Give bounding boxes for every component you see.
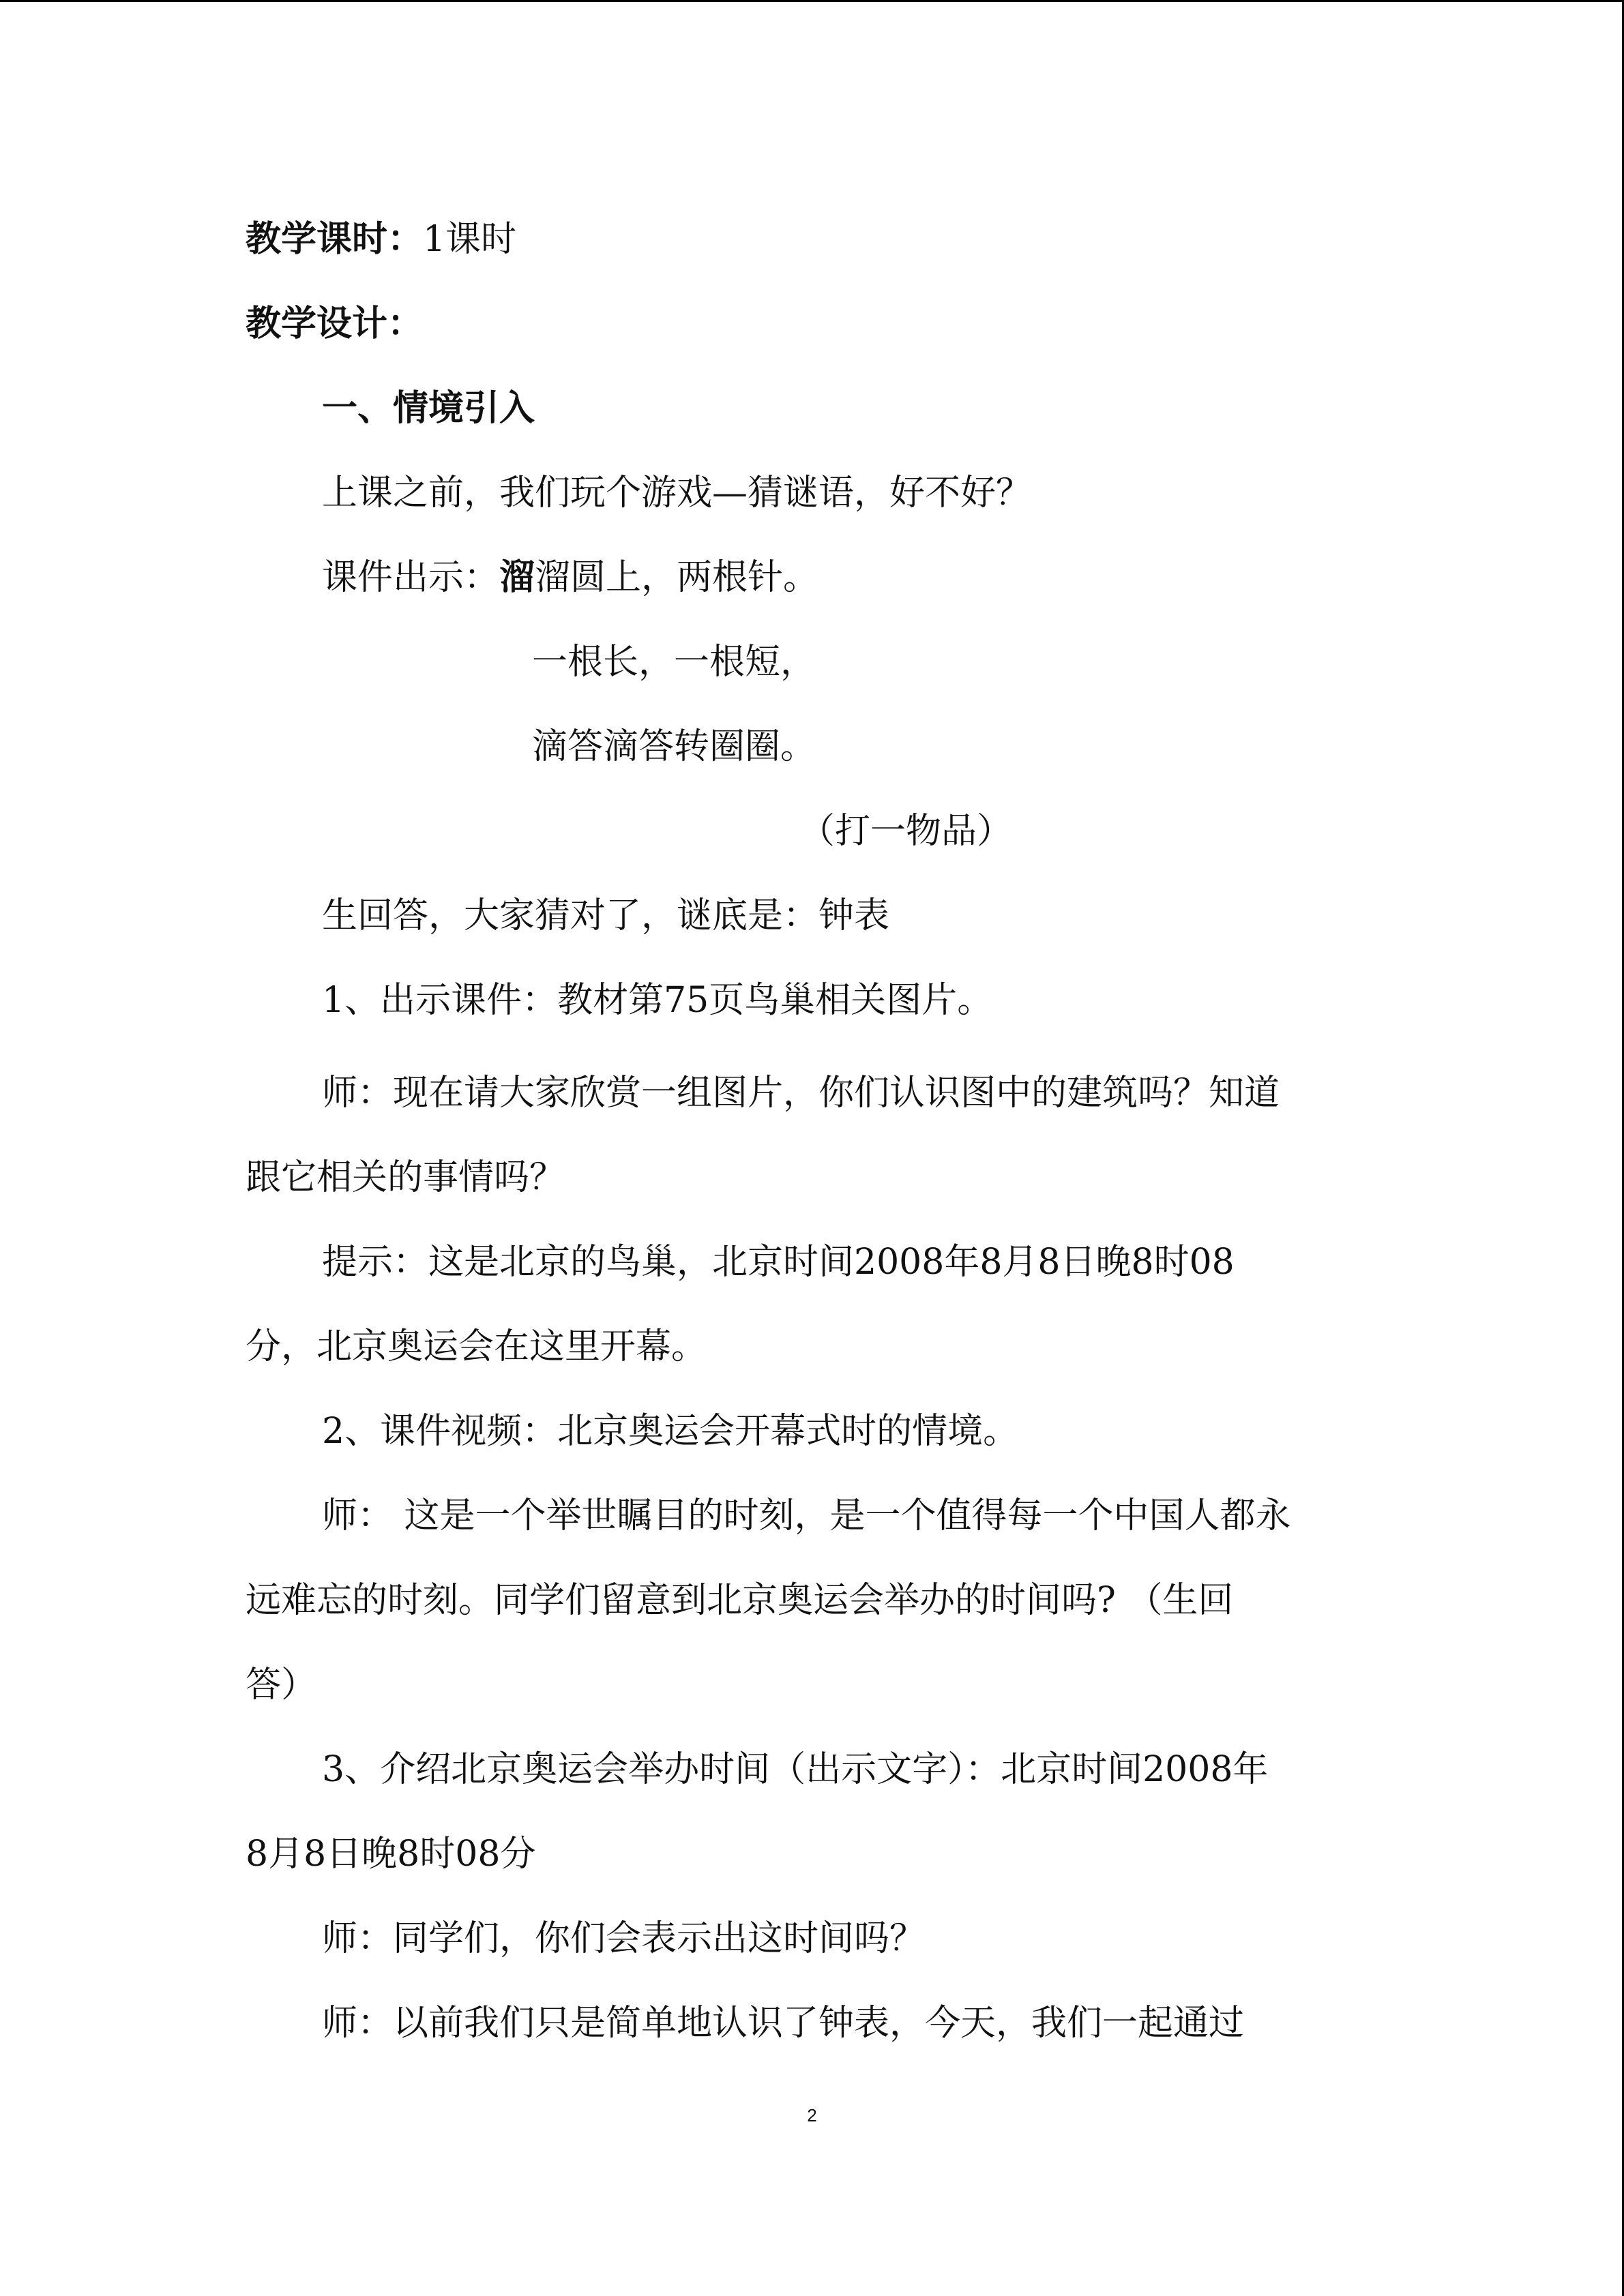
teacher-paragraph-2b: 远难忘的时刻。同学们留意到北京奥运会举办的时间吗? （生回 (246, 1580, 1234, 1621)
riddle-hint: （打一物品） (799, 811, 1013, 852)
teacher-paragraph-1b: 跟它相关的事情吗？ (246, 1157, 565, 1198)
step-1: 1、出示课件：教材第75页鸟巢相关图片。 (322, 980, 993, 1021)
riddle-line-1-rest: 溜圆上，两根针。 (535, 557, 819, 598)
lesson-hours-label: 教学课时： (246, 219, 424, 260)
teacher-paragraph-1a: 师：现在请大家欣赏一组图片，你们认识图中的建筑吗？知道 (322, 1073, 1280, 1114)
intro-paragraph: 上课之前，我们玩个游戏—猜谜语，好不好？ (322, 473, 1032, 513)
answer-paragraph: 生回答，大家猜对了，谜底是：钟表 (322, 895, 890, 936)
section-heading: 一、情境引入 (322, 388, 535, 429)
page-number: 2 (807, 2105, 817, 2126)
step-2: 2、课件视频：北京奥运会开幕式时的情境。 (322, 1411, 1019, 1452)
teacher-paragraph-3: 师：同学们，你们会表示出这时间吗？ (322, 1918, 926, 1959)
riddle-line-2: 一根长，一根短， (532, 642, 816, 683)
lesson-hours-line (246, 215, 516, 264)
tip-paragraph-a: 提示：这是北京的鸟巢，北京时间2008年8月8日晚8时08 (322, 1242, 1235, 1283)
teacher-paragraph-4: 师：以前我们只是简单地认识了钟表，今天，我们一起通过 (322, 2003, 1245, 2044)
riddle-prefix: 课件出示： (322, 557, 500, 598)
riddle-line-1 (322, 553, 818, 602)
step-3b: 8月8日晚8时08分 (246, 1834, 536, 1875)
lesson-hours-value: 1课时 (423, 219, 517, 260)
riddle-bold-char: 溜 (499, 557, 535, 598)
teacher-paragraph-2a: 师： 这是一个举世瞩目的时刻，是一个值得每一个中国人都永 (322, 1495, 1291, 1536)
tip-paragraph-b: 分，北京奥运会在这里开幕。 (246, 1326, 707, 1367)
riddle-line-3: 滴答滴答转圈圈。 (532, 726, 816, 767)
teacher-paragraph-2c: 答） (246, 1665, 317, 1705)
design-heading: 教学设计： (246, 303, 424, 344)
step-3a: 3、介绍北京奥运会举办时间（出示文字）：北京时间2008年 (322, 1749, 1269, 1790)
page-border-top (0, 0, 1624, 2)
